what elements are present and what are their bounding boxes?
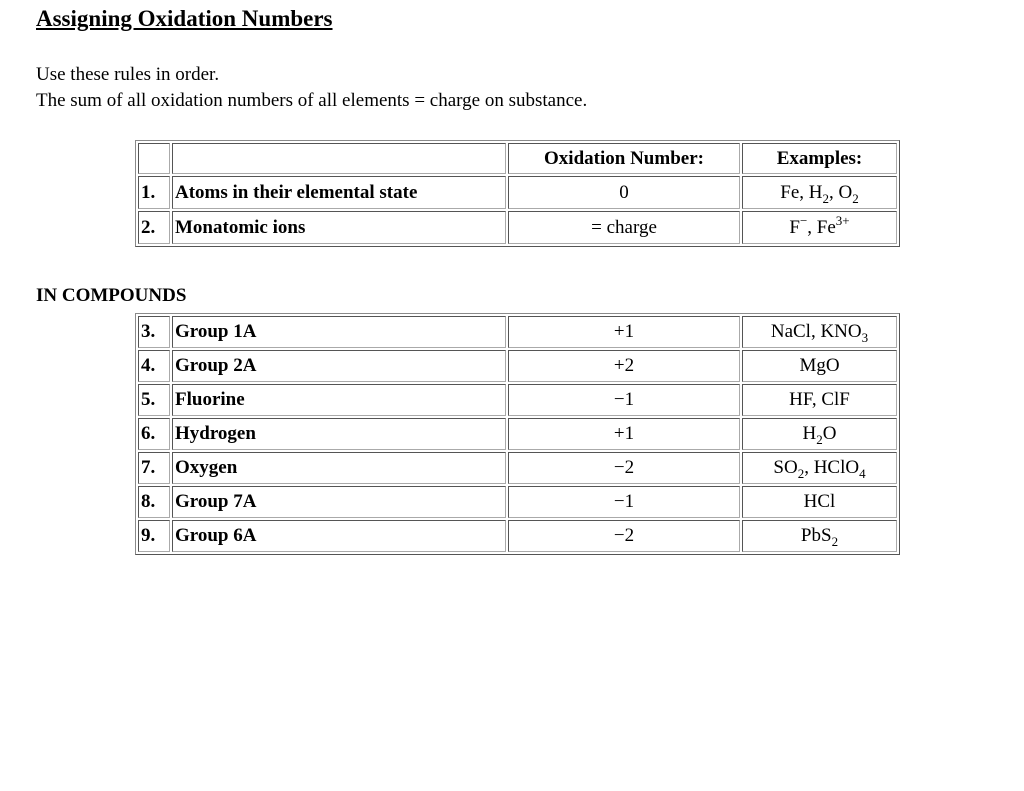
intro-line-2: The sum of all oxidation numbers of all elements = charge on substance.: [36, 90, 588, 111]
rule-examples: [742, 452, 897, 484]
rules-table-compounds: [135, 313, 900, 555]
header-blank-number: [138, 143, 170, 174]
formula-text: F: [789, 216, 800, 238]
formula-text: NaCl, KNO: [770, 321, 862, 342]
intro-line-1: Use these rules in order.: [36, 64, 220, 85]
table-row: [138, 384, 897, 416]
rule-oxidation-number: −2: [508, 452, 740, 484]
rule-examples: [742, 418, 897, 450]
header-examples: Examples:: [742, 143, 897, 174]
table-row: [138, 350, 897, 382]
rule-name: Oxygen: [172, 452, 506, 484]
superscript: 3+: [835, 212, 850, 228]
rule-number: 3.: [138, 316, 170, 348]
superscript: −: [799, 212, 808, 228]
rule-number: 6.: [138, 418, 170, 450]
rule-number: 7.: [138, 452, 170, 484]
subscript: 4: [859, 466, 866, 481]
table-row: [138, 176, 897, 209]
rule-oxidation-number: −1: [508, 486, 740, 518]
formula-text: Fe, H: [780, 181, 823, 203]
rule-examples: [742, 350, 897, 382]
rule-name: Hydrogen: [172, 418, 506, 450]
page-title: Assigning Oxidation Numbers: [36, 6, 333, 31]
header-blank-name: [172, 143, 506, 174]
formula-text: SO: [773, 457, 798, 478]
table-header-row: [138, 143, 897, 174]
rule-number: 4.: [138, 350, 170, 382]
formula-text: HF, ClF: [789, 389, 850, 410]
rule-examples: [742, 316, 897, 348]
table-row: [138, 520, 897, 552]
table-row: [138, 418, 897, 450]
rule-examples: [742, 211, 897, 244]
formula-text: O: [822, 423, 837, 444]
formula-text: H: [802, 423, 817, 444]
rule-examples: [742, 486, 897, 518]
rule-name: Group 6A: [172, 520, 506, 552]
subscript: 2: [822, 190, 829, 206]
subscript: 2: [831, 534, 839, 549]
rule-name: Group 2A: [172, 350, 506, 382]
rule-number: 5.: [138, 384, 170, 416]
subscript: 2: [797, 466, 805, 481]
formula-text: HCl: [803, 491, 836, 512]
rule-number: 9.: [138, 520, 170, 552]
rule-oxidation-number: −1: [508, 384, 740, 416]
rule-name: Group 1A: [172, 316, 506, 348]
rule-oxidation-number: = charge: [508, 211, 740, 244]
rules-table-general: [135, 140, 900, 247]
rule-number: 1.: [138, 176, 170, 209]
rule-name: Atoms in their elemental state: [172, 176, 506, 209]
rule-oxidation-number: 0: [508, 176, 740, 209]
table-row: [138, 486, 897, 518]
rule-oxidation-number: −2: [508, 520, 740, 552]
rule-oxidation-number: +2: [508, 350, 740, 382]
formula-text: PbS: [800, 525, 832, 546]
rule-examples: [742, 176, 897, 209]
section-heading-in-compounds: IN COMPOUNDS: [36, 285, 187, 306]
rule-number: 8.: [138, 486, 170, 518]
rule-oxidation-number: +1: [508, 316, 740, 348]
table-row: [138, 452, 897, 484]
formula-text: , Fe: [807, 216, 836, 238]
rule-examples: [742, 384, 897, 416]
header-oxidation-number: Oxidation Number:: [508, 143, 740, 174]
formula-text: , HClO: [804, 457, 860, 478]
subscript: 2: [816, 432, 823, 447]
intro-text: [36, 62, 587, 114]
rule-name: Group 7A: [172, 486, 506, 518]
subscript: 2: [852, 190, 859, 206]
table-row: [138, 211, 897, 244]
subscript: 3: [861, 330, 869, 345]
rule-name: Fluorine: [172, 384, 506, 416]
formula-text: , O: [829, 181, 853, 203]
rule-number: 2.: [138, 211, 170, 244]
rule-name: Monatomic ions: [172, 211, 506, 244]
formula-text: MgO: [799, 355, 840, 376]
rule-oxidation-number: +1: [508, 418, 740, 450]
rule-examples: [742, 520, 897, 552]
table-row: [138, 316, 897, 348]
